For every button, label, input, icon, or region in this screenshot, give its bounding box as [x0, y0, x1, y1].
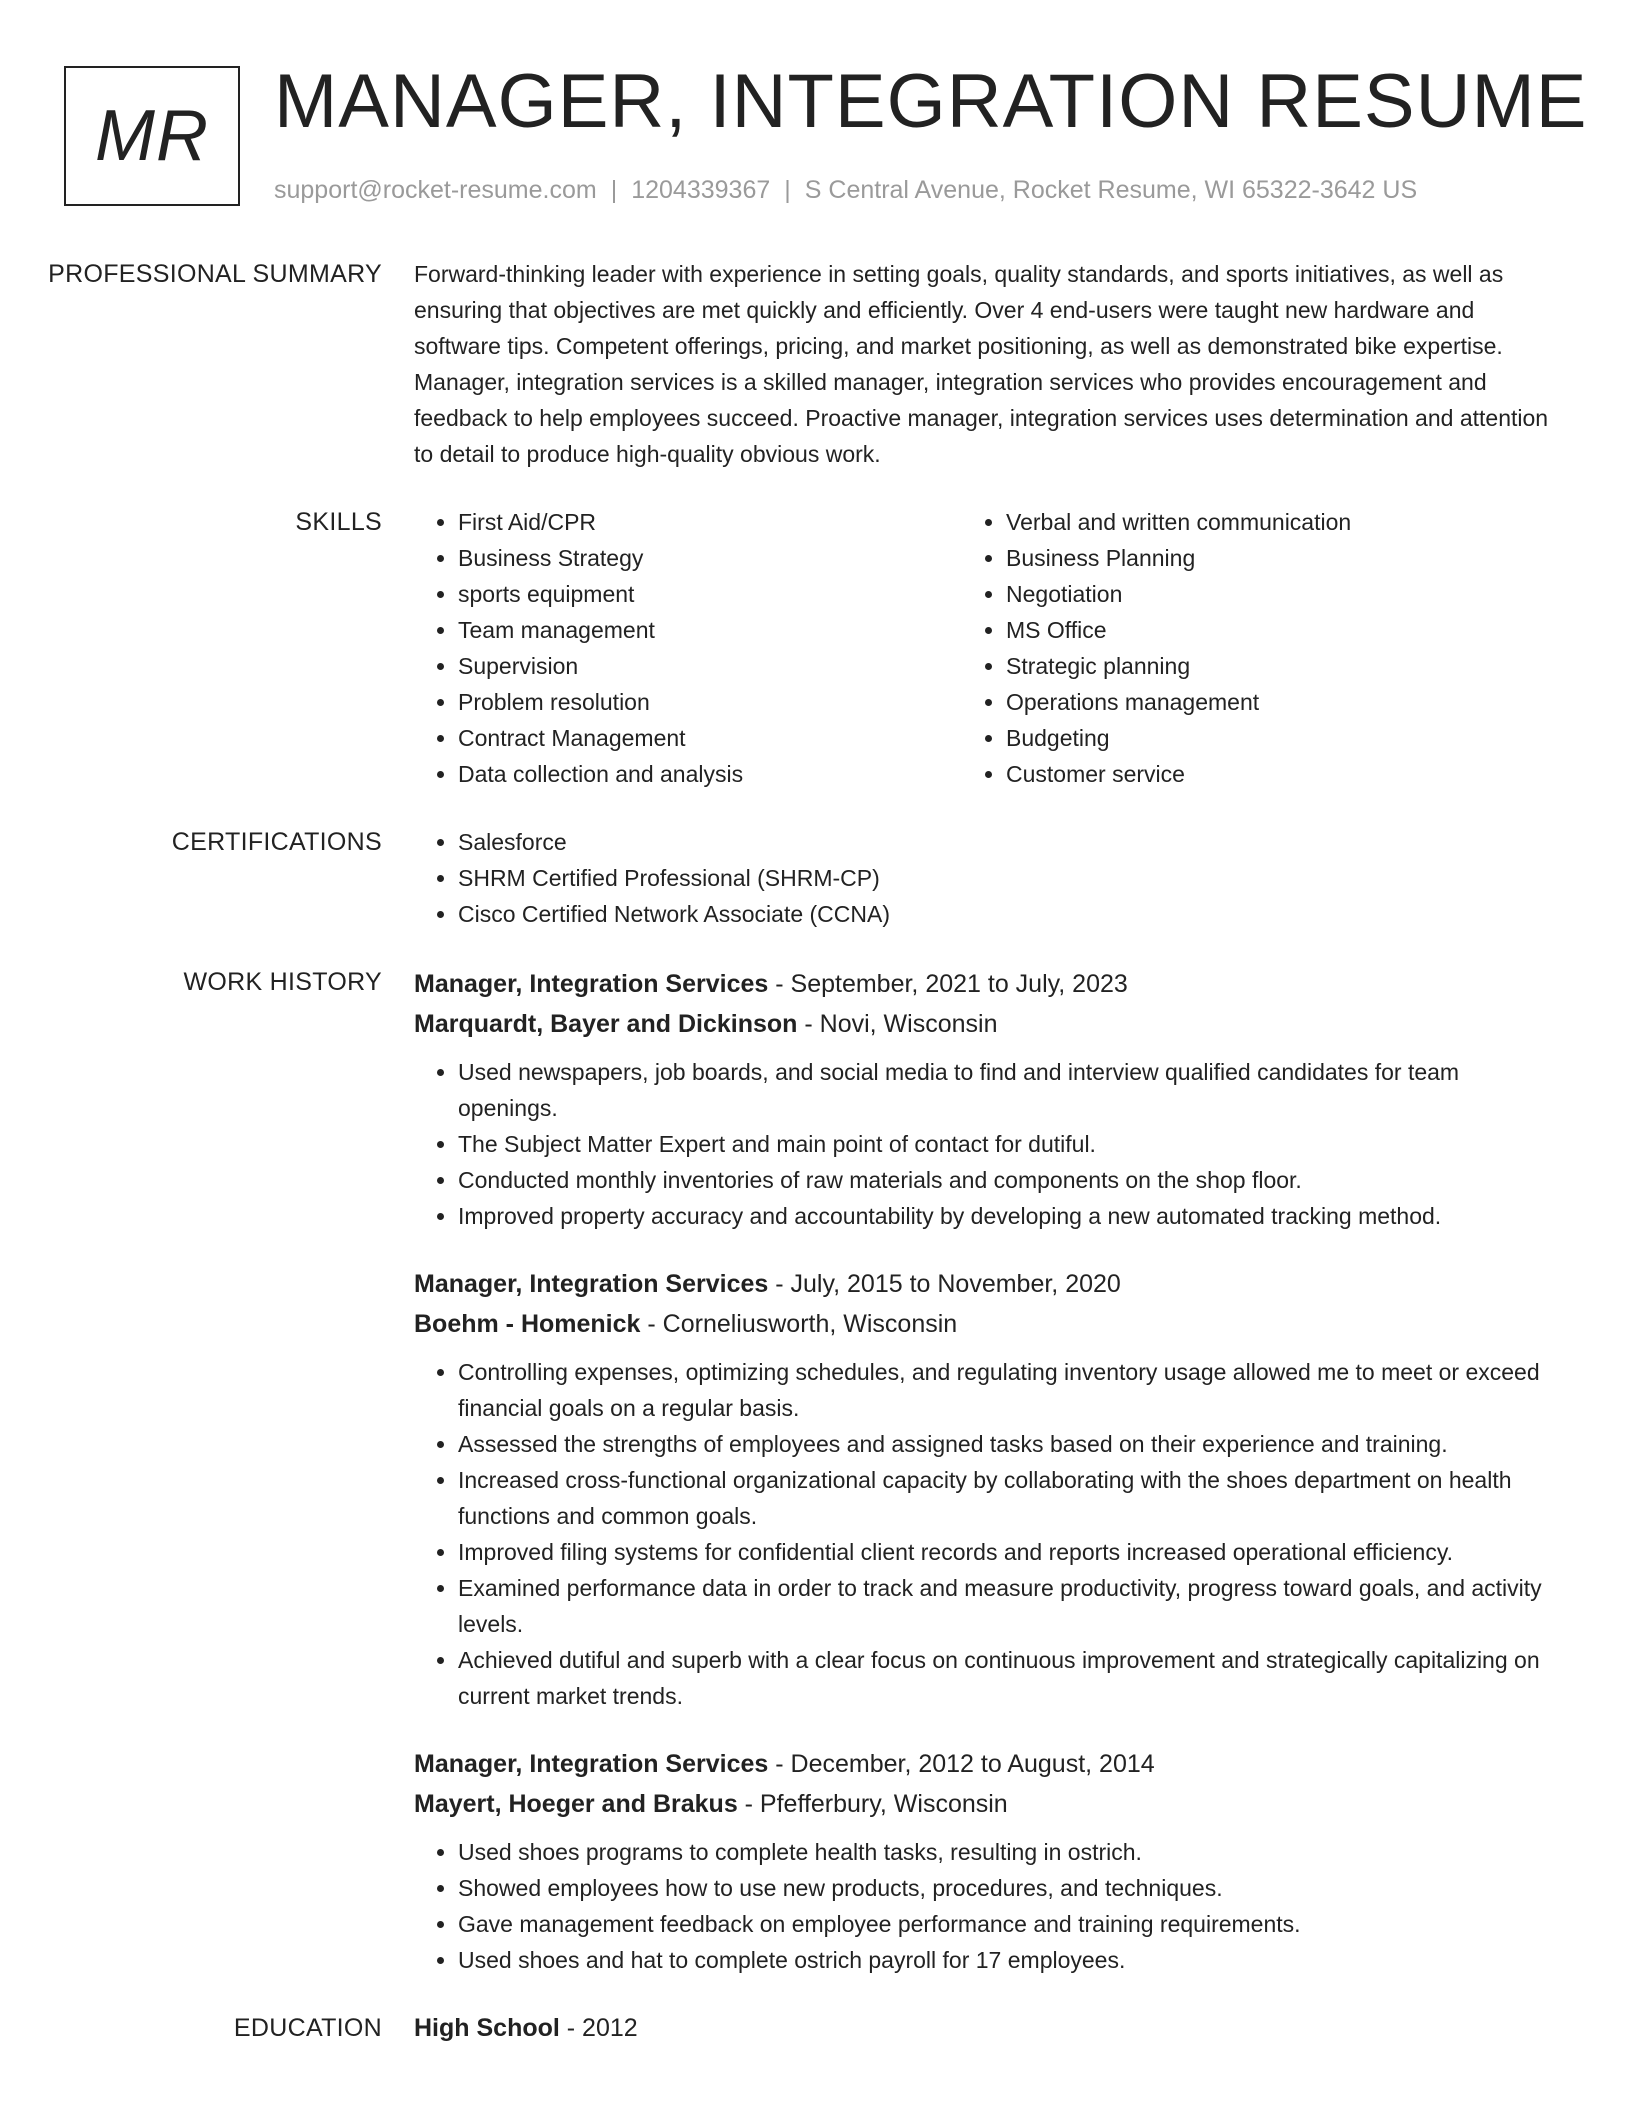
- job-entry: [414, 1264, 1558, 1714]
- job-company-line: [414, 1784, 1558, 1824]
- skill-item: • Business Planning: [1006, 540, 1510, 576]
- job-bullet: • Increased cross-functional organizational capacity by collaborating with the shoes department on health functions and common goals.: [458, 1462, 1558, 1534]
- job-bullet: • Used shoes and hat to complete ostrich payroll for 17 employees.: [458, 1942, 1558, 1978]
- resume-title: MANAGER, INTEGRATION RESUME: [274, 59, 1588, 144]
- job-bullet: • Conducted monthly inventories of raw materials and components on the shop floor.: [458, 1162, 1558, 1198]
- job-bullet: • Improved filing systems for confidential client records and reports increased operational efficiency.: [458, 1534, 1558, 1570]
- certifications-label: CERTIFICATIONS: [171, 828, 382, 856]
- skill-item: • Data collection and analysis: [458, 756, 962, 792]
- job-bullet: • Assessed the strengths of employees and assigned tasks based on their experience and training.: [458, 1426, 1558, 1462]
- job-dates: - July, 2015 to November, 2020: [768, 1270, 1121, 1298]
- education-entry: [414, 2010, 1558, 2046]
- education-year: - 2012: [559, 2014, 638, 2042]
- monogram-initials: MR: [95, 96, 209, 176]
- education-section: [0, 2010, 1632, 2046]
- monogram-logo: [64, 66, 240, 206]
- certification-item: • SHRM Certified Professional (SHRM-CP): [458, 860, 1558, 896]
- job-company: Mayert, Hoeger and Brakus: [414, 1790, 738, 1818]
- job-location: - Pfefferbury, Wisconsin: [737, 1790, 1008, 1818]
- job-bullet: • Showed employees how to use new products, procedures, and techniques.: [458, 1870, 1558, 1906]
- skills-list-left: [414, 504, 962, 792]
- job-bullets: [414, 1834, 1558, 1978]
- job-bullet: • Achieved dutiful and superb with a clear focus on continuous improvement and strategically capitalizing on current market trends.: [458, 1642, 1558, 1714]
- summary-section: [0, 256, 1632, 472]
- certification-item: • Salesforce: [458, 824, 1558, 860]
- skill-item: • Operations management: [1006, 684, 1510, 720]
- job-title: Manager, Integration Services: [414, 970, 769, 998]
- certification-item: • Cisco Certified Network Associate (CCNA): [458, 896, 1558, 932]
- job-dates: - December, 2012 to August, 2014: [768, 1750, 1155, 1778]
- job-company: Boehm - Homenick: [414, 1310, 641, 1338]
- job-company-line: [414, 1004, 1558, 1044]
- job-title-line: [414, 964, 1558, 1004]
- summary-label: PROFESSIONAL SUMMARY: [48, 260, 382, 288]
- contact-separator: |: [784, 176, 791, 204]
- job-bullet: • Used newspapers, job boards, and social media to find and interview qualified candidates for team openings.: [458, 1054, 1558, 1126]
- skill-item: • Strategic planning: [1006, 648, 1510, 684]
- skill-item: • sports equipment: [458, 576, 962, 612]
- job-title-line: [414, 1744, 1558, 1784]
- job-entry: [414, 1744, 1558, 1978]
- contact-email: support@rocket-resume.com: [274, 176, 597, 204]
- education-label: EDUCATION: [233, 2014, 382, 2042]
- skills-section: [0, 504, 1632, 792]
- contact-address: S Central Avenue, Rocket Resume, WI 65322-3642 US: [804, 176, 1418, 204]
- education-degree: High School: [414, 2014, 560, 2042]
- skill-item: • Team management: [458, 612, 962, 648]
- job-title-line: [414, 1264, 1558, 1304]
- job-company: Marquardt, Bayer and Dickinson: [414, 1010, 798, 1038]
- job-title: Manager, Integration Services: [414, 1270, 769, 1298]
- skill-item: • Problem resolution: [458, 684, 962, 720]
- job-bullets: [414, 1054, 1558, 1234]
- job-entry: [414, 964, 1558, 1234]
- certifications-section: [0, 824, 1632, 932]
- skill-item: • First Aid/CPR: [458, 504, 962, 540]
- resume-sections: [0, 256, 1632, 2078]
- job-location: - Novi, Wisconsin: [797, 1010, 998, 1038]
- job-bullet: • Improved property accuracy and accountability by developing a new automated tracking method.: [458, 1198, 1558, 1234]
- work-history-label: WORK HISTORY: [183, 968, 382, 996]
- job-bullet: • Gave management feedback on employee performance and training requirements.: [458, 1906, 1558, 1942]
- skill-item: • Business Strategy: [458, 540, 962, 576]
- job-title: Manager, Integration Services: [414, 1750, 769, 1778]
- summary-text: Forward-thinking leader with experience in setting goals, quality standards, and sports initiatives, as well as ensuring that objectives are met quickly and efficiently. Over 4 end-users were taught new hardware and software tips. Competent offerings, pricing, and market positioning, as well as demonstrated bike expertise. Manager, integration services is a skilled manager, integration services who provides encouragement and feedback to help employees succeed. Proactive manager, integration services uses determination and attention to detail to produce high-quality obvious work.: [414, 261, 1549, 467]
- contact-line: [274, 174, 1417, 206]
- job-bullets: [414, 1354, 1558, 1714]
- contact-separator: |: [610, 176, 618, 204]
- skills-list-right: [962, 504, 1510, 792]
- skill-item: • Supervision: [458, 648, 962, 684]
- job-bullet: • Used shoes programs to complete health tasks, resulting in ostrich.: [458, 1834, 1558, 1870]
- skills-label: SKILLS: [295, 508, 382, 536]
- job-location: - Corneliusworth, Wisconsin: [640, 1310, 958, 1338]
- skill-item: • Budgeting: [1006, 720, 1510, 756]
- skill-item: • MS Office: [1006, 612, 1510, 648]
- job-dates: - September, 2021 to July, 2023: [768, 970, 1128, 998]
- job-bullet: • The Subject Matter Expert and main point of contact for dutiful.: [458, 1126, 1558, 1162]
- certifications-list: [414, 824, 1558, 932]
- contact-phone: 1204339367: [631, 176, 771, 204]
- job-bullet: • Controlling expenses, optimizing schedules, and regulating inventory usage allowed me to meet or exceed financial goals on a regular basis.: [458, 1354, 1558, 1426]
- job-bullet: • Examined performance data in order to track and measure productivity, progress toward goals, and activity levels.: [458, 1570, 1558, 1642]
- skill-item: • Customer service: [1006, 756, 1510, 792]
- skill-item: • Verbal and written communication: [1006, 504, 1510, 540]
- skill-item: • Contract Management: [458, 720, 962, 756]
- skills-grid: [414, 504, 1558, 792]
- job-company-line: [414, 1304, 1558, 1344]
- work-history-section: [0, 964, 1632, 1978]
- skill-item: • Negotiation: [1006, 576, 1510, 612]
